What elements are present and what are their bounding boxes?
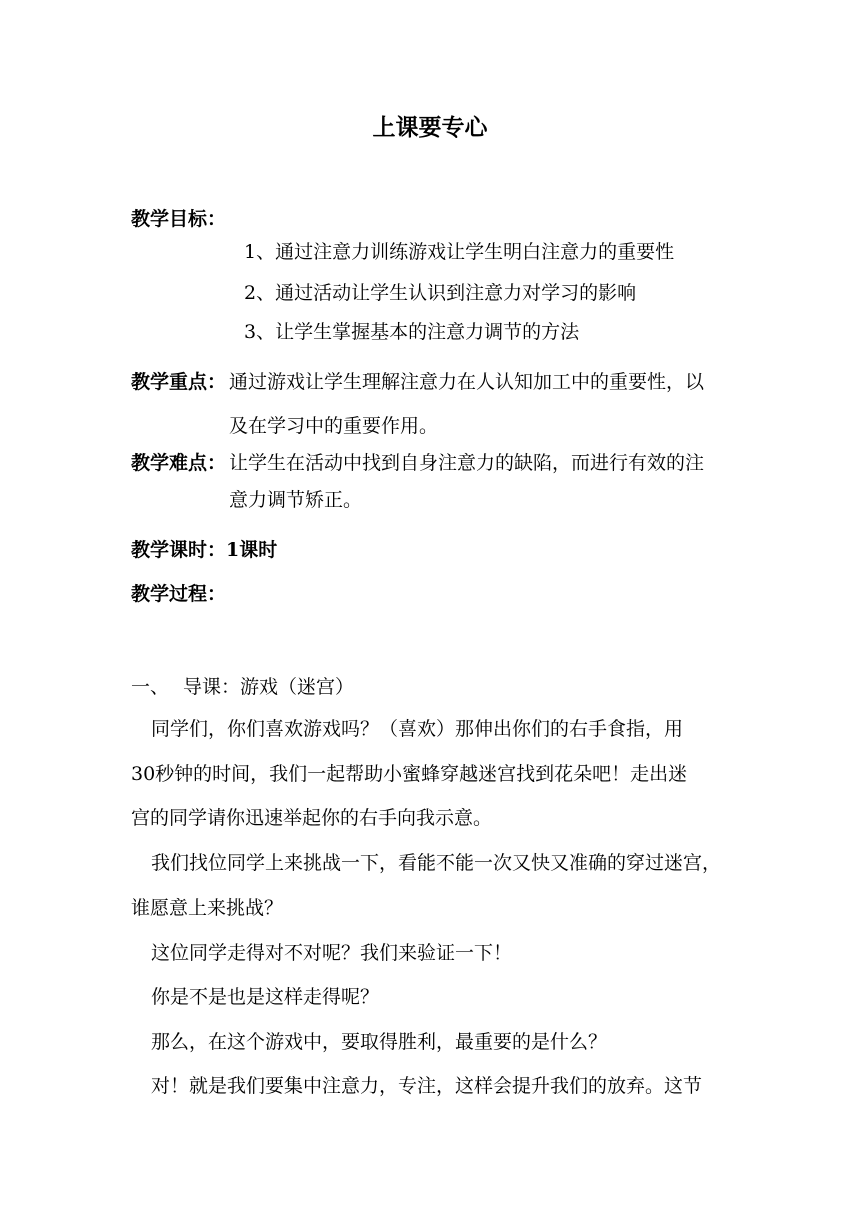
document-title: 上课要专心 bbox=[372, 114, 488, 141]
objective-item: 2、通过活动让学生认识到注意力对学习的影响 bbox=[244, 282, 637, 304]
body-line: 谁愿意上来挑战？ bbox=[131, 897, 284, 919]
body-line: 你是不是也是这样走得呢？ bbox=[151, 986, 380, 1008]
body-line: 那么，在这个游戏中，要取得胜利，最重要的是什么？ bbox=[151, 1031, 608, 1053]
class-hours: 教学课时：1课时 bbox=[131, 539, 278, 561]
body-line: 我们找位同学上来挑战一下，看能不能一次又快又准确的穿过迷宫， bbox=[151, 852, 722, 874]
key-point-label: 教学重点： bbox=[131, 371, 227, 393]
objectives-label: 教学目标： bbox=[131, 208, 227, 230]
difficulty-label: 教学难点： bbox=[131, 452, 227, 474]
process-label: 教学过程： bbox=[131, 583, 227, 605]
difficulty-text: 让学生在活动中找到自身注意力的缺陷，而进行有效的注 bbox=[229, 452, 705, 474]
objective-item: 3、让学生掌握基本的注意力调节的方法 bbox=[244, 321, 580, 343]
body-line: 30秒钟的时间，我们一起帮助小蜜蜂穿越迷宫找到花朵吧！走出迷 bbox=[131, 763, 688, 785]
key-point-text: 通过游戏让学生理解注意力在人认知加工中的重要性，以 bbox=[229, 371, 705, 393]
difficulty-text: 意力调节矫正。 bbox=[229, 489, 363, 511]
body-line: 这位同学走得对不对呢？我们来验证一下！ bbox=[151, 942, 513, 964]
body-line: 同学们，你们喜欢游戏吗？（喜欢）那伸出你们的右手食指，用 bbox=[151, 718, 684, 740]
body-line: 对！就是我们要集中注意力，专注，这样会提升我们的放弃。这节 bbox=[151, 1075, 703, 1097]
objective-item: 1、通过注意力训练游戏让学生明白注意力的重要性 bbox=[244, 241, 675, 263]
key-point-text: 及在学习中的重要作用。 bbox=[229, 415, 439, 437]
section-heading: 导课：游戏（迷宫） bbox=[183, 676, 355, 698]
body-line: 宫的同学请你迅速举起你的右手向我示意。 bbox=[131, 807, 493, 829]
section-number: 一、 bbox=[131, 676, 170, 698]
